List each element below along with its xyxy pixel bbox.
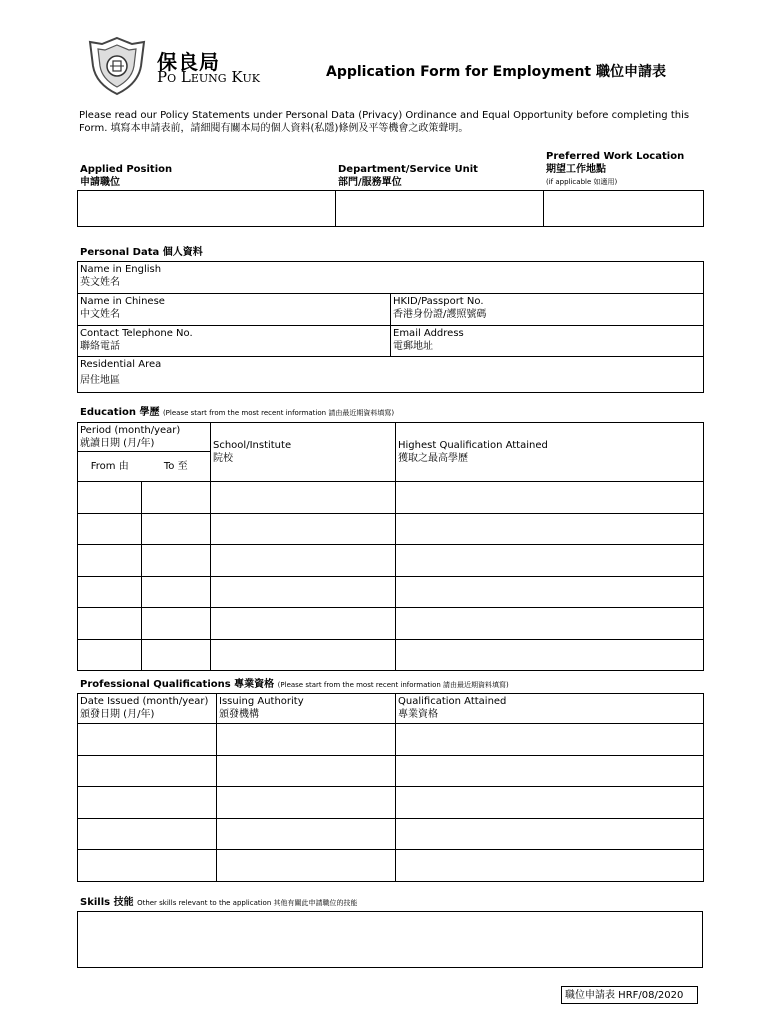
professional-cell[interactable] — [217, 756, 396, 787]
email-address-field[interactable]: Email Address 電郵地址 — [391, 326, 704, 357]
issuing-authority-header: Issuing Authority 頒發機構 — [217, 694, 396, 724]
skills-heading: Skills 技能 Other skills relevant to the application 其他有關此申請職位的技能 — [80, 897, 358, 908]
period-header: Period (month/year) 就讀日期 (月/年) — [78, 423, 211, 452]
qualification-attained-header: Qualification Attained 專業資格 — [396, 694, 704, 724]
to-header: To 至 — [142, 452, 211, 482]
org-name-english: Po Leung Kuk — [157, 68, 261, 86]
education-cell[interactable] — [78, 545, 142, 577]
qualification-header: Highest Qualification Attained 獲取之最高學歷 — [396, 423, 704, 482]
education-cell[interactable] — [142, 577, 211, 608]
education-cell[interactable] — [211, 608, 396, 640]
professional-cell[interactable] — [396, 787, 704, 819]
education-cell[interactable] — [142, 640, 211, 671]
education-cell[interactable] — [78, 482, 142, 514]
applied-position-input[interactable] — [78, 191, 336, 227]
professional-cell[interactable] — [396, 756, 704, 787]
professional-cell[interactable] — [217, 724, 396, 756]
from-header: From 由 — [78, 452, 142, 482]
po-leung-kuk-crest-logo — [86, 36, 148, 96]
name-english-field[interactable]: Name in English 英文姓名 — [78, 262, 704, 294]
education-cell[interactable] — [396, 514, 704, 545]
education-cell[interactable] — [142, 482, 211, 514]
professional-cell[interactable] — [217, 787, 396, 819]
education-cell[interactable] — [78, 640, 142, 671]
date-issued-header: Date Issued (month/year) 頒發日期 (月/年) — [78, 694, 217, 724]
education-cell[interactable] — [142, 608, 211, 640]
hkid-field[interactable]: HKID/Passport No. 香港身份證/護照號碼 — [391, 294, 704, 326]
education-cell[interactable] — [211, 577, 396, 608]
org-name-chinese: 保良局 — [157, 50, 220, 74]
work-location-input[interactable] — [544, 191, 704, 227]
professional-cell[interactable] — [78, 724, 217, 756]
education-cell[interactable] — [396, 608, 704, 640]
education-cell[interactable] — [142, 514, 211, 545]
education-cell[interactable] — [142, 545, 211, 577]
education-cell[interactable] — [211, 514, 396, 545]
professional-cell[interactable] — [217, 850, 396, 882]
professional-cell[interactable] — [396, 724, 704, 756]
professional-table — [77, 693, 704, 882]
professional-cell[interactable] — [396, 850, 704, 882]
residential-area-field[interactable]: Residential Area 居住地區 — [78, 357, 704, 393]
education-cell[interactable] — [211, 640, 396, 671]
education-table — [77, 422, 704, 671]
education-cell[interactable] — [396, 640, 704, 671]
professional-cell[interactable] — [217, 819, 396, 850]
school-header: School/Institute 院校 — [211, 423, 396, 482]
education-cell[interactable] — [78, 577, 142, 608]
education-cell[interactable] — [396, 545, 704, 577]
contact-telephone-field[interactable]: Contact Telephone No. 聯絡電話 — [78, 326, 391, 357]
personal-data-heading: Personal Data 個人資料 — [80, 247, 203, 258]
form-title: Application Form for Employment 職位申請表 — [326, 64, 666, 80]
education-cell[interactable] — [78, 514, 142, 545]
applied-position-label: Applied Position 申請職位 — [80, 164, 173, 188]
department-label: Department/Service Unit 部門/服務單位 — [338, 164, 478, 188]
education-cell[interactable] — [211, 482, 396, 514]
position-table — [77, 190, 704, 227]
professional-cell[interactable] — [396, 819, 704, 850]
form-code-box: 職位申請表 HRF/08/2020 — [561, 986, 698, 1004]
work-location-label: Preferred Work Location 期望工作地點 (if applicable 如適用) — [546, 151, 685, 186]
intro-statement: Please read our Policy Statements under Personal Data (Privacy) Ordinance and Equal Opportunity before completing this Form. 填寫本申請表前，請細閱有關本局的個人資料(私隱)條例及平等機會之政策聲明。 — [79, 110, 690, 134]
education-cell[interactable] — [211, 545, 396, 577]
education-heading: Education 學歷 (Please start from the most recent information 請由最近期資料填寫) — [80, 407, 395, 418]
skills-input-box[interactable] — [77, 911, 703, 968]
professional-cell[interactable] — [78, 787, 217, 819]
professional-cell[interactable] — [78, 850, 217, 882]
professional-cell[interactable] — [78, 756, 217, 787]
department-input[interactable] — [336, 191, 544, 227]
education-cell[interactable] — [78, 608, 142, 640]
education-cell[interactable] — [396, 577, 704, 608]
education-cell[interactable] — [396, 482, 704, 514]
name-chinese-field[interactable]: Name in Chinese 中文姓名 — [78, 294, 391, 326]
professional-qualifications-heading: Professional Qualifications 專業資格 (Please start from the most recent information 請由最近期資料填寫) — [80, 679, 509, 690]
personal-data-table — [77, 261, 704, 393]
professional-cell[interactable] — [78, 819, 217, 850]
